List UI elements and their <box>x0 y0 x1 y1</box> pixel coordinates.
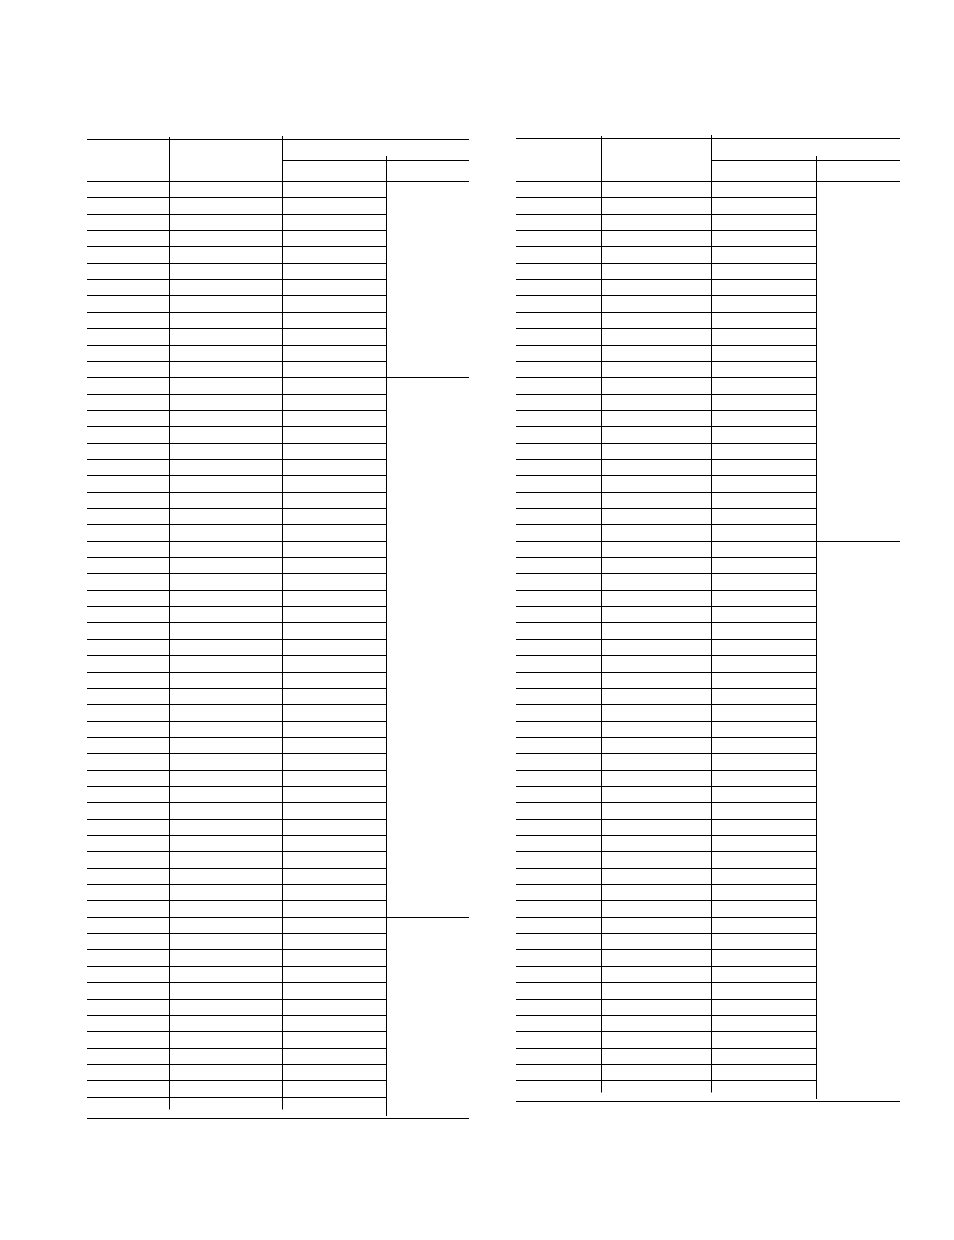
left-blank-table <box>87 136 469 1119</box>
right-blank-table <box>516 135 900 1102</box>
